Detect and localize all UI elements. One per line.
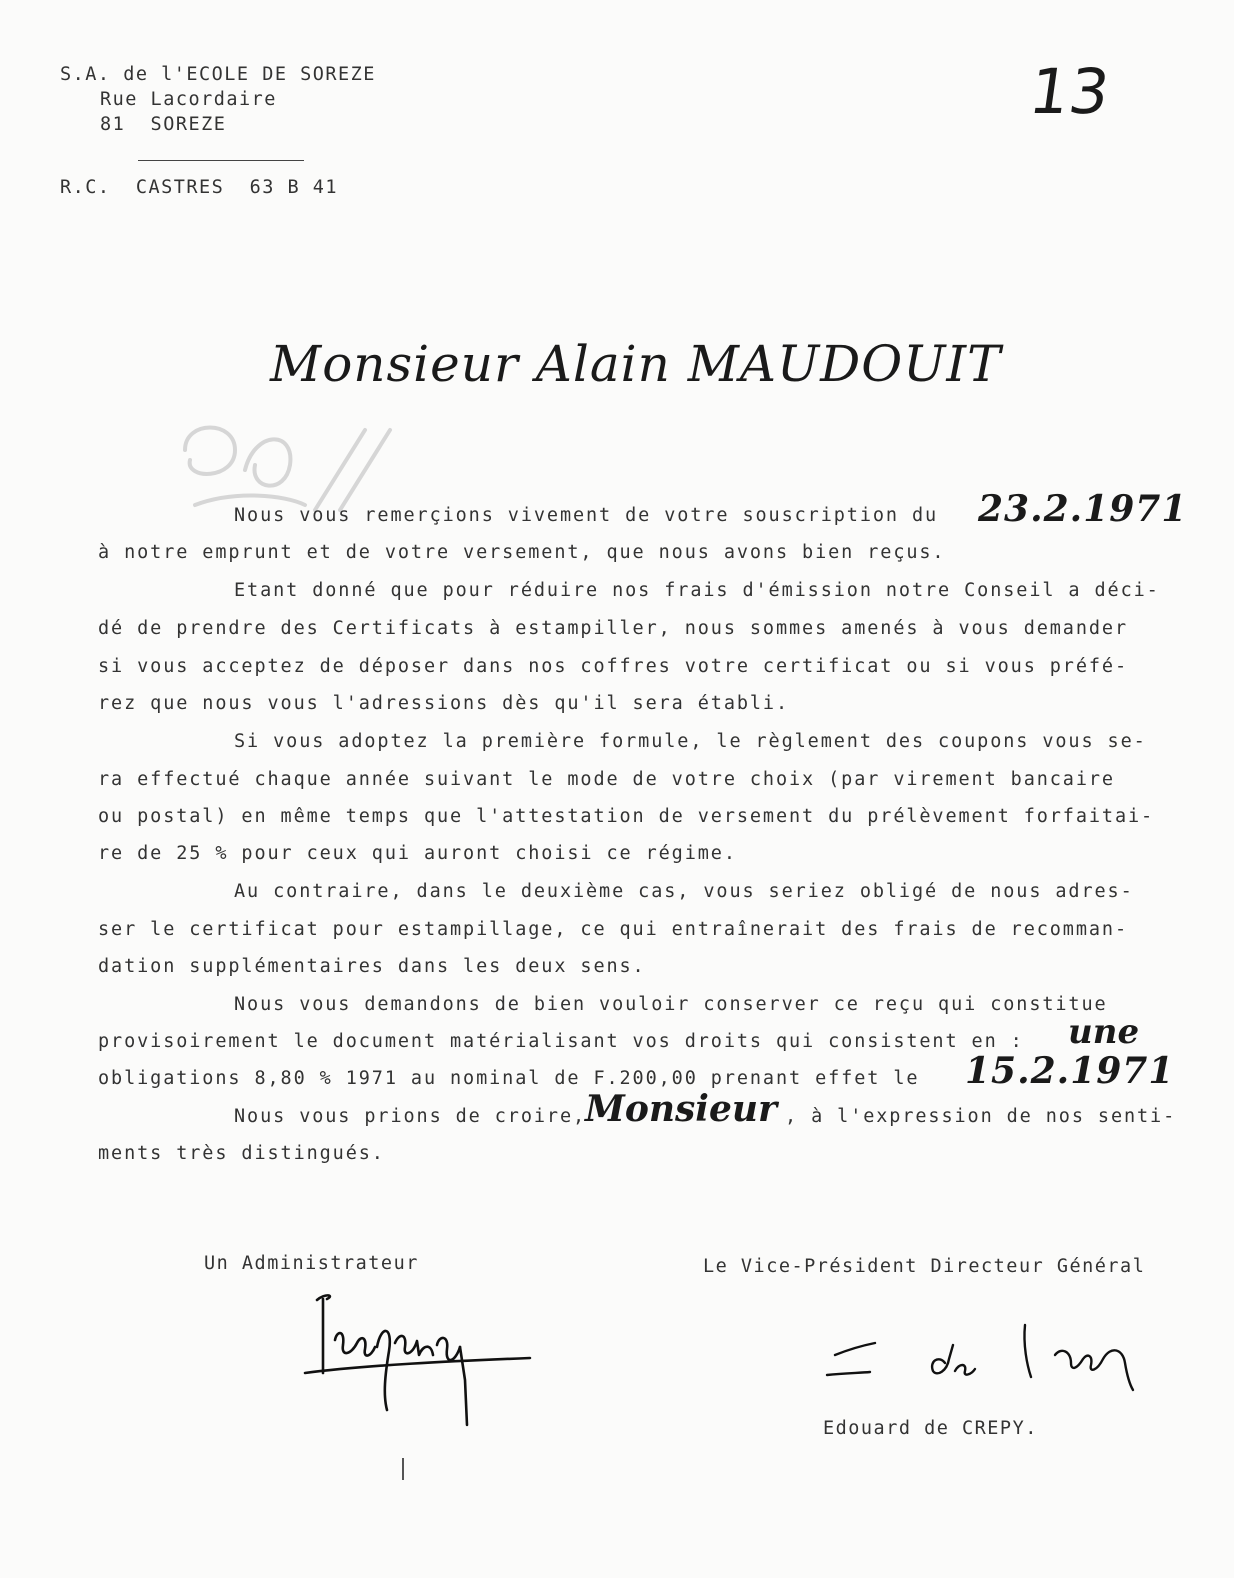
effective-date: 15.2.1971 [965,1050,1175,1092]
body-p1-line1: Nous vous remerçions vivement de votre souscription du [234,505,939,526]
body-p2-line4: rez que nous vous l'adressions dès qu'il sera établi. [98,693,790,714]
subscription-date: 23.2.1971 [978,488,1188,530]
obligation-count: une [1068,1012,1140,1052]
page-number: 13 [1024,55,1115,128]
body-p4-line3: dation supplémentaires dans les deux sens. [98,956,646,977]
body-p4-line1: Au contraire, dans le deuxième cas, vous seriez obligé de nous adres- [234,881,1134,902]
body-p4-line2: ser le certificat pour estampillage, ce qui entraînerait des frais de recomman- [98,919,1128,940]
body-p1-line2: à notre emprunt et de votre versement, que nous avons bien reçus. [98,542,946,563]
closing-line2: ments très distingués. [98,1143,385,1164]
administrator-signature [305,1285,545,1435]
closing-salutation: Monsieur [585,1088,778,1130]
right-signatory-name: Edouard de CREPY. [823,1418,1038,1439]
body-p2-line2: dé de prendre des Certificats à estampiller, nous sommes amenés à vous demander [98,618,1128,639]
body-p5-line3: obligations 8,80 % 1971 au nominal de F.200,00 prenant effet le [98,1068,920,1089]
body-p3-line3: ou postal) en même temps que l'attestation de versement du prélèvement forfaitai- [98,806,1155,827]
body-p2-line3: si vous acceptez de déposer dans nos coffres votre certificat ou si vous préfé- [98,656,1128,677]
body-p2-line1: Etant donné que pour réduire nos frais d'émission notre Conseil a déci- [234,580,1160,601]
body-p3-line4: re de 25 % pour ceux qui auront choisi ce régime. [98,843,737,864]
letterhead-divider [138,160,304,161]
body-p3-line2: ra effectué chaque année suivant le mode de votre choix (par virement bancaire [98,769,1115,790]
recipient-name: Monsieur Alain MAUDOUIT [270,335,1002,393]
body-p3-line1: Si vous adoptez la première formule, le règlement des coupons vous se- [234,731,1147,752]
stray-pen-mark [402,1458,404,1480]
sender-name: S.A. de l'ECOLE DE SOREZE [60,64,376,85]
body-p5-line2: provisoirement le document matérialisant vos droits qui consistent en : [98,1031,1024,1052]
left-signatory-title: Un Administrateur [204,1253,419,1274]
closing-line1a: Nous vous prions de croire, [234,1106,587,1127]
sender-city: 81 SOREZE [100,114,227,135]
right-signatory-title: Le Vice-Président Directeur Général [703,1256,1146,1277]
closing-line1b: , à l'expression de nos senti- [785,1106,1177,1127]
embossed-stamp-mark [175,410,435,520]
sender-street: Rue Lacordaire [100,89,277,110]
vice-president-signature [825,1315,1145,1405]
body-p5-line1: Nous vous demandons de bien vouloir conserver ce reçu qui constitue [234,994,1108,1015]
sender-registry: R.C. CASTRES 63 B 41 [60,177,339,198]
